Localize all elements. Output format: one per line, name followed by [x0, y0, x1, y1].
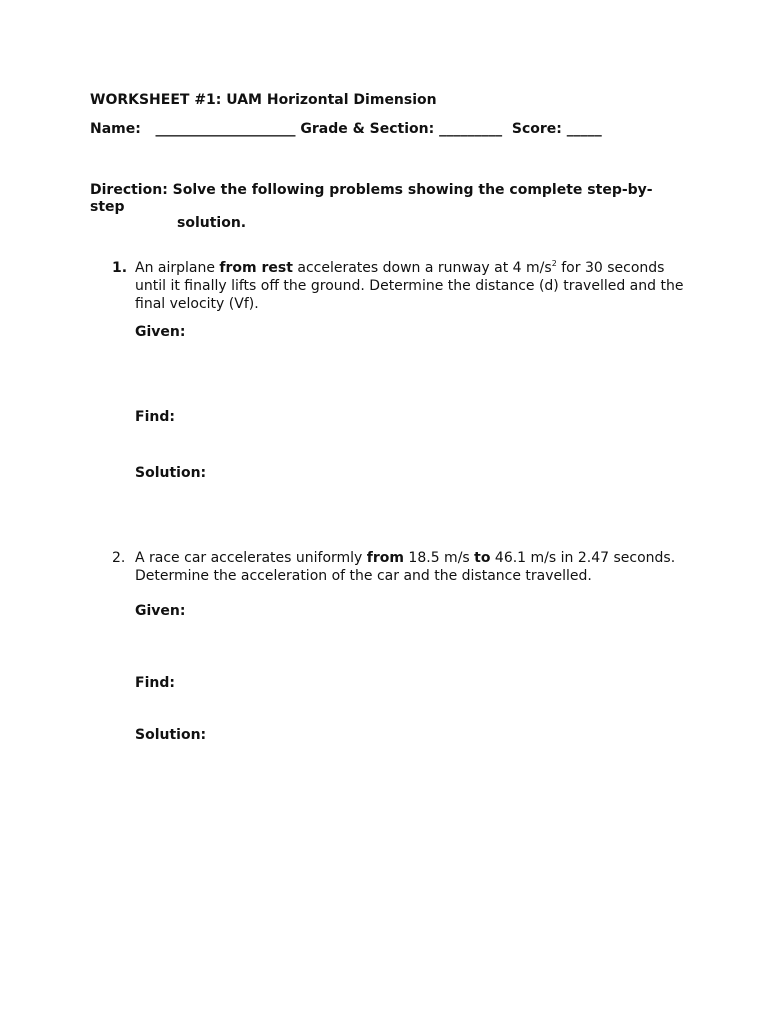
problem-1-emphasis: from rest [219, 260, 293, 276]
student-info-line [90, 121, 602, 137]
problem-1-given-label: Given: [135, 324, 186, 340]
name-blank: ____________________ [155, 121, 296, 137]
problem-2-number: 2. [112, 550, 126, 566]
score-label: Score: [511, 121, 562, 137]
direction-body: Solve the following problems showing the complete step-by-step [90, 182, 653, 215]
score-blank: _____ [566, 121, 602, 137]
problem-2-text [135, 549, 695, 585]
problem-1-solution-label: Solution: [135, 465, 207, 481]
problem-1-text-part: accelerates down a runway at 4 m/s [292, 260, 552, 276]
problem-1-text-part: An airplane [135, 260, 220, 276]
problem-2-find-label: Find: [135, 675, 175, 691]
problem-1-superscript: 2 [551, 259, 557, 268]
grade-section-blank: _________ [439, 121, 503, 137]
direction-text [90, 182, 670, 216]
name-label: Name: [90, 121, 141, 137]
problem-1-text [135, 259, 695, 313]
problem-2-given-label: Given: [135, 603, 186, 619]
problem-1-number: 1. [112, 260, 128, 276]
problem-2-solution-label: Solution: [135, 727, 207, 743]
problem-2-text-part: 46.1 m/s in 2.47 seconds. Determine the acceleration of the car and the distance travelled. [135, 550, 676, 584]
direction-label: Direction: [90, 182, 168, 198]
problem-2-emphasis: from [366, 550, 404, 566]
problem-1-find-label: Find: [135, 409, 175, 425]
worksheet-title: WORKSHEET #1: UAM Horizontal Dimension [90, 92, 437, 108]
direction-continuation: solution. [177, 215, 247, 231]
problem-2-text-part: A race car accelerates uniformly [135, 550, 367, 566]
problem-2-emphasis: to [474, 550, 491, 566]
problem-2-text-part: 18.5 m/s [403, 550, 475, 566]
grade-section-label: Grade & Section: [300, 121, 435, 137]
problem-1-text-part: for 30 seconds until it finally lifts off the ground. Determine the distance (d) travelled and the final velocity (Vf). [135, 260, 684, 312]
